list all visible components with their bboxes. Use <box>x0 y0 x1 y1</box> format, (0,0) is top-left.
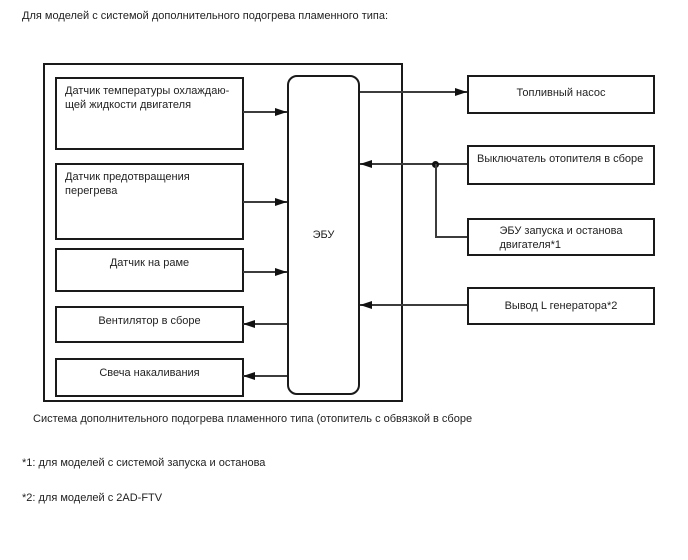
fuel-pump-label: Топливный насос <box>516 87 606 99</box>
footnote-1: *1: для моделей с системой запуска и останова <box>22 457 266 469</box>
connector-line <box>435 164 437 237</box>
intro-text: Для моделей с системой дополнительного подогрева пламенного типа: <box>22 10 389 22</box>
arrowhead-right-icon <box>275 268 287 276</box>
arrowhead-right-icon <box>275 108 287 116</box>
heater-switch-label: Выключатель отопителя в сборе <box>477 153 644 165</box>
generator-l-terminal-box <box>467 287 655 325</box>
overheat-sensor-label-line2: перегрева <box>65 185 118 197</box>
start-stop-ecu-label-line1: ЭБУ запуска и останова <box>499 225 623 237</box>
glow-plug-label: Свеча накаливания <box>99 367 200 379</box>
fan-assembly-label: Вентилятор в сборе <box>98 315 201 327</box>
arrowhead-left-icon <box>243 372 255 380</box>
arrowhead-left-icon <box>360 160 372 168</box>
start-stop-ecu-box <box>467 218 655 256</box>
ecu-label: ЭБУ <box>312 229 335 241</box>
overheat-prevention-sensor-box <box>55 163 244 240</box>
connector-line <box>435 236 467 238</box>
coolant-temp-sensor-label-line2: щей жидкости двигателя <box>65 99 192 111</box>
glow-plug-box <box>55 358 244 397</box>
diagram-caption: Система дополнительного подогрева пламенного типа (отопитель с обвязкой в сборе <box>33 413 473 425</box>
ecu-box <box>287 75 360 395</box>
frame-sensor-box <box>55 248 244 292</box>
arrowhead-left-icon <box>243 320 255 328</box>
heater-switch-box <box>467 145 655 185</box>
fuel-pump-box <box>467 75 655 114</box>
arrowhead-right-icon <box>455 88 467 96</box>
coolant-temp-sensor-box <box>55 77 244 150</box>
footnote-2: *2: для моделей с 2AD-FTV <box>22 492 163 504</box>
generator-l-terminal-label: Вывод L генератора*2 <box>504 300 618 312</box>
arrowhead-left-icon <box>360 301 372 309</box>
connector-line <box>360 304 467 306</box>
arrowhead-right-icon <box>275 198 287 206</box>
overheat-sensor-label-line1: Датчик предотвращения <box>65 171 190 183</box>
connector-line <box>360 91 467 93</box>
coolant-temp-sensor-label-line1: Датчик температуры охлаждаю- <box>65 85 230 97</box>
fan-assembly-box <box>55 306 244 343</box>
start-stop-ecu-label-line2: двигателя*1 <box>499 239 561 251</box>
connector-line <box>360 163 467 165</box>
frame-sensor-label: Датчик на раме <box>109 257 190 269</box>
